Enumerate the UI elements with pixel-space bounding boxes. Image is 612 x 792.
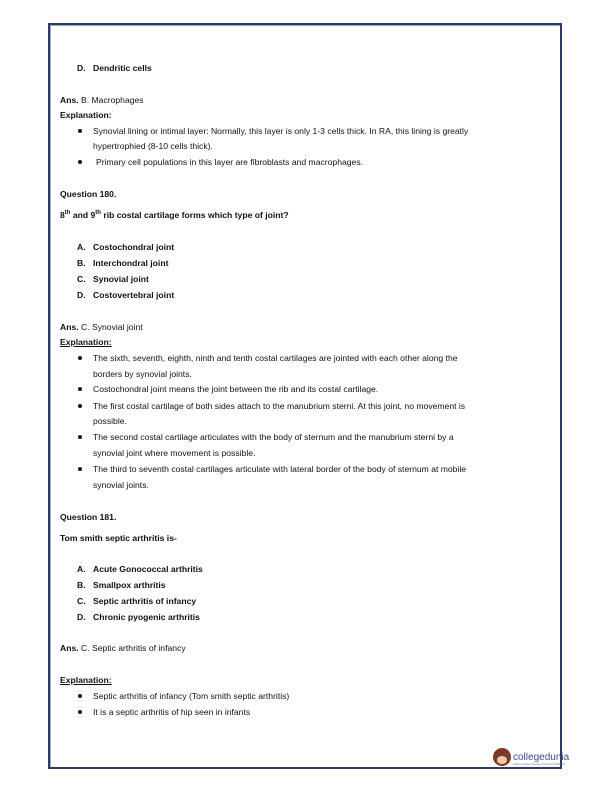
bullet-text: The first costal cartilage of both sides attach to the manubrium sterni. At this joint, no movement is [93, 401, 466, 411]
bullet-icon [78, 404, 82, 408]
bullet-text: synovial joints. [93, 480, 149, 490]
answer: Ans. C. Synovial joint [60, 322, 143, 332]
bullet-icon [78, 467, 82, 471]
bullet-text: Costochondral joint means the joint between the rib and its costal cartilage. [93, 384, 379, 394]
bullet-text: borders by synovial joints. [93, 369, 192, 379]
answer: Ans. C. Septic arthritis of infancy [60, 643, 186, 653]
question-title: Question 180. [60, 189, 117, 199]
option: D. Costovertebral joint [77, 290, 175, 300]
bullet-text: It is a septic arthritis of hip seen in infants [93, 707, 251, 717]
mascot-icon [493, 748, 511, 766]
answer: Ans. B. Macrophages [60, 95, 144, 105]
explanation-label: Explanation: [60, 110, 112, 120]
question-text: 8th and 9th rib costal cartilage forms which type of joint? [60, 210, 289, 220]
option: D. Chronic pyogenic arthritis [77, 612, 200, 622]
bullet-icon [78, 387, 82, 391]
bullet-icon [78, 160, 82, 164]
bullet-icon [78, 710, 82, 714]
option: A. Costochondral joint [77, 242, 175, 252]
option: C. Synovial joint [77, 274, 149, 284]
option: C. Septic arthritis of infancy [77, 596, 197, 606]
bullet-text: The third to seventh costal cartilages articulate with lateral border of the body of sternum at mobile [93, 464, 467, 474]
option: B. Smallpox arthritis [77, 580, 166, 590]
option: A. Acute Gonococcal arthritis [77, 564, 203, 574]
bullet-icon [78, 356, 82, 360]
bullet-text: The second costal cartilage articulates with the body of sternum and the manubrium sterni by a [93, 432, 454, 442]
bullet-text: Septic arthritis of infancy (Tom smith septic arthritis) [93, 691, 290, 701]
bullet-text: hypertrophied (8-10 cells thick). [93, 141, 213, 151]
bullet-icon [78, 435, 82, 439]
bullet-icon [78, 694, 82, 698]
bullet-text: The sixth, seventh, eighth, ninth and tenth costal cartilages are jointed with each other along the [93, 353, 458, 363]
explanation-label: Explanation: [60, 675, 112, 685]
bullet-text: Synovial lining or intimal layer: Normally, this layer is only 1-3 cells thick. In RA, this lining is greatly [93, 126, 469, 136]
bullet-text: synovial joint where movement is possible. [93, 448, 256, 458]
explanation-label: Explanation: [60, 337, 112, 347]
bullet-text: possible. [93, 416, 127, 426]
collegedunia-logo: collegedunia India's largest Student Review Platform [493, 748, 569, 766]
option-d: D. Dendritic cells [77, 63, 152, 73]
bullet-text: Primary cell populations in this layer are fibroblasts and macrophages. [96, 157, 364, 167]
option: B. Interchondral joint [77, 258, 169, 268]
question-text: Tom smith septic arthritis is- [60, 533, 177, 543]
bullet-icon [78, 129, 82, 133]
question-title: Question 181. [60, 512, 117, 522]
